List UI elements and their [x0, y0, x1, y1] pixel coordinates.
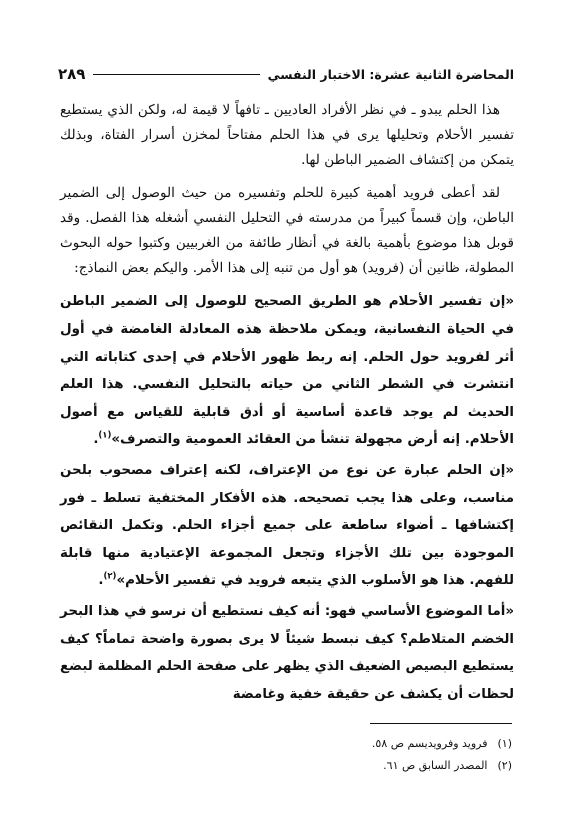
footnote-marker: (٢) — [103, 571, 117, 582]
footnote-text: المصدر السابق ص ٦١. — [383, 759, 488, 772]
footnote — [60, 733, 512, 755]
chapter-title: المحاضرة الثانية عشرة: الاختبار النفسي — [267, 66, 514, 82]
footnote-number: (١) — [497, 737, 512, 750]
footnotes — [60, 733, 512, 777]
main-text — [60, 98, 514, 711]
page-number: ٢٨٩ — [58, 65, 86, 83]
paragraph: لقد أعطى فرويد أهمية كبيرة للحلم وتفسيره من حيث الوصول إلى الضمير الباطن، وإن قسماً كبيراً من مدرسته في التحليل النفسي أشغله هذا الفصل. وقد قوبل هذا موضوع بأهمية بالغة في أنظار طائفة من الغربيين وكتبوا حوله البحوث المطولة، ظانين أن (فرويد) هو أول من تنبه إلى هذا الأمر. واليكم بعض النماذج: — [60, 184, 514, 277]
quotation — [60, 598, 514, 708]
header-rule — [93, 74, 259, 75]
footnote-number: (٢) — [497, 759, 512, 772]
quotation: «إن تفسير الأحلام هو الطريق الصحيح للوصول إلى الضمير الباطن في الحياة النفسانية، ويمكن ملاحظة هذه المعادلة الغامضة في أول أثر لفرويد حول الحلم. إنه ربط ظهور الأحلام في إحدى كتاباته التي انتشرت في الشطر الثاني من حياته بالتحليل النفسي. هذا العلم الحديث لم يوجد قاعدة أساسية أو أدق قابلية للقياس مع أصول الأحلام. إنه أرض مجهولة تنشأ من العقائد العمومية والتصرف»$^{(١)}$. — [60, 294, 514, 448]
quotation-text: «إن الحلم عبارة عن نوع من الإعتراف، لكنه إعتراف مصحوب بلحن مناسب، وعلى هذا يجب تصحيحه. هذه الأفكار المختفية تسلط ـ فور إكتشافها ـ أضواء ساطعة على جميع أجزاء الحلم. وتكمل النقائص الموجودة بين تلك الأجزاء وتجعل المجموعة الإعتيادية منها قابلة للفهم. هذا هو الأسلوب الذي يتبعه فرويد في تفسير الأحلام» — [60, 462, 514, 589]
quotation: «إن الحلم عبارة عن نوع من الإعتراف، لكنه إعتراف مصحوب بلحن مناسب، وعلى هذا يجب تصحيحه. هذه الأفكار المختفية تسلط ـ فور إكتشافها ـ أضواء ساطعة على جميع أجزاء الحلم. وتكمل النقائص الموجودة بين تلك الأجزاء وتجعل المجموعة الإعتيادية منها قابلة للفهم. هذا هو الأسلوب الذي يتبعه فرويد في تفسير الأحلام»$^{(٢)}$. — [60, 462, 514, 589]
footnote-marker: (١) — [98, 430, 112, 441]
quotation-text: «أما الموضوع الأساسي فهو: أنه كيف نستطيع أن نرسو في هذا البحر الخضم المتلاطم؟ كيف نبسط شيئاً لا يرى بصورة واضحة تماماً؟ كيف يستطيع البصيص الضعيف الذي يظهر على صفحة الحلم المظلمة لبضع لحظات أن يكشف عن حقيقة خفية وغامضة — [60, 603, 514, 702]
footnote — [60, 755, 512, 777]
paragraph: هذا الحلم يبدو ـ في نظر الأفراد العاديين ـ تافهاً لا قيمة له، ولكن الذي يستطيع تفسير الأحلام وتحليلها يرى في هذا الحلم مفتاحاً لمخزن أسرار الفتاة، وبذلك يتمكن من إكتشاف الضمير الباطن لها. — [60, 102, 514, 169]
running-header — [58, 64, 514, 84]
footnote-separator — [370, 723, 512, 724]
footnote-text: فرويد وفرويديسم ص ٥٨. — [371, 737, 488, 750]
quotation-text: «إن تفسير الأحلام هو الطريق الصحيح للوصول إلى الضمير الباطن في الحياة النفسانية، ويمكن ملاحظة هذه المعادلة الغامضة في أول أثر لفرويد حول الحلم. إنه ربط ظهور الأحلام في إحدى كتاباته التي انتشرت في الشطر الثاني من حياته بالتحليل النفسي. هذا العلم الحديث لم يوجد قاعدة أساسية أو أدق قابلية للقياس مع أصول الأحلام. إنه أرض مجهولة تنشأ من العقائد العمومية والتصرف» — [60, 294, 514, 448]
